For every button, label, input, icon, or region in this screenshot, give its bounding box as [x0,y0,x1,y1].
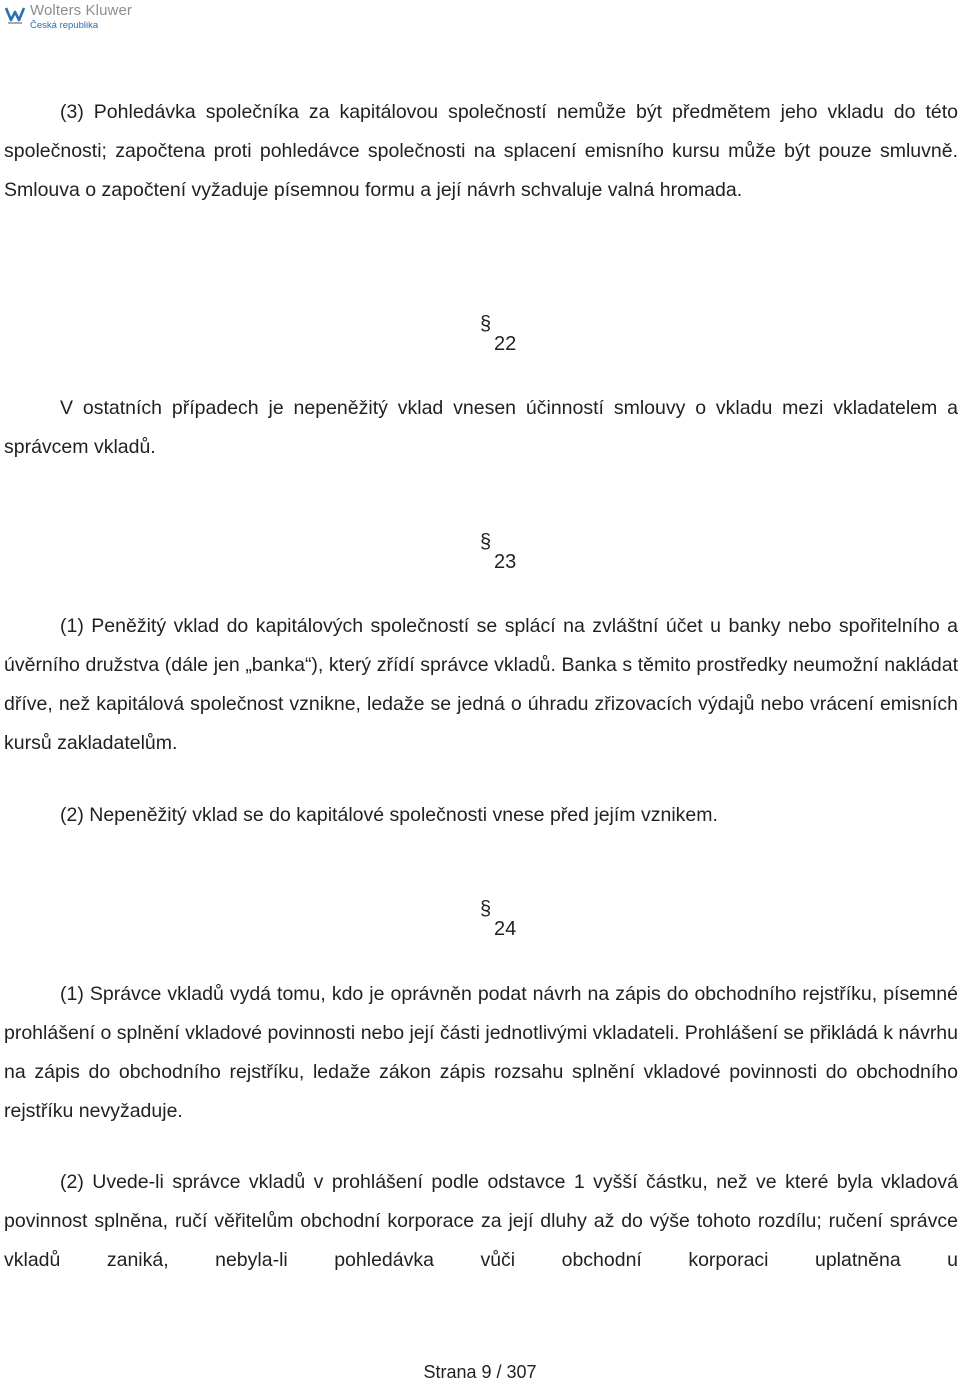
section-22-paragraph: V ostatních případech je nepeněžitý vklad vnesen účinností smlouvy o vkladu mezi vkladatelem a správcem vkladů. [4,397,958,458]
section-number: 22 [494,333,517,355]
paragraph-3: (3) Pohledávka společníka za kapitálovou společností nemůže být předmětem jeho vkladu do této společnosti; započtena proti pohledávce společnosti na splacení emisního kursu může být pouze smluvně. Smlouva o započtení vyžaduje písemnou formu a její návrh schvaluje valná hromada. [4,101,958,201]
page-number: Strana 9 / 307 [423,1362,537,1382]
section-sign-icon [480,326,494,350]
section-number: 24 [494,918,517,940]
section-23-paragraph-1: (1) Peněžitý vklad do kapitálových společností se splácí na zvláštní účet u banky nebo spořitelního a úvěrního družstva (dále jen „banka“), který zřídí správce vkladů. Banka s těmito prostředky neumožní nakládat dříve, než kapitálová společnost vznikne, ledaže se jedná o úhradu zřizovacích výdajů nebo vrácení emisních kursů zakladatelům. [4,615,958,754]
brand-region: Česká republika [30,20,99,31]
wolters-kluwer-logo-icon [4,4,26,26]
section-heading-22 [480,326,516,356]
section-sign-icon [480,911,494,935]
section-23-paragraph-2: (2) Nepeněžitý vklad se do kapitálové společnosti vnese před jejím vznikem. [60,804,718,826]
section-24-paragraph-2: (2) Uvede-li správce vkladů v prohlášení podle odstavce 1 vyšší částku, než ve které byla vkladová povinnost splněna, ručí věřitelům obchodní korporace za její dluhy až do výše tohoto rozdílu; ručení správce vkladů zaniká, nebyla-li pohledávka vůči obchodní korporaci uplatněna u [4,1171,958,1271]
publisher-logo [4,3,132,35]
brand-name: Wolters Kluwer [30,2,132,19]
section-24-paragraph-1: (1) Správce vkladů vydá tomu, kdo je oprávněn podat návrh na zápis do obchodního rejstříku, písemné prohlášení o splnění vkladové povinnosti nebo její části jednotlivými vkladateli. Prohlášení se přikládá k návrhu na zápis do obchodního rejstříku, ledaže zákon zápis rozsahu splnění vkladové povinnosti do obchodního rejstříku nevyžaduje. [4,983,958,1122]
section-number: 23 [494,551,517,573]
section-heading-24 [480,911,516,941]
section-heading-23 [480,544,516,574]
section-sign-icon [480,544,494,568]
